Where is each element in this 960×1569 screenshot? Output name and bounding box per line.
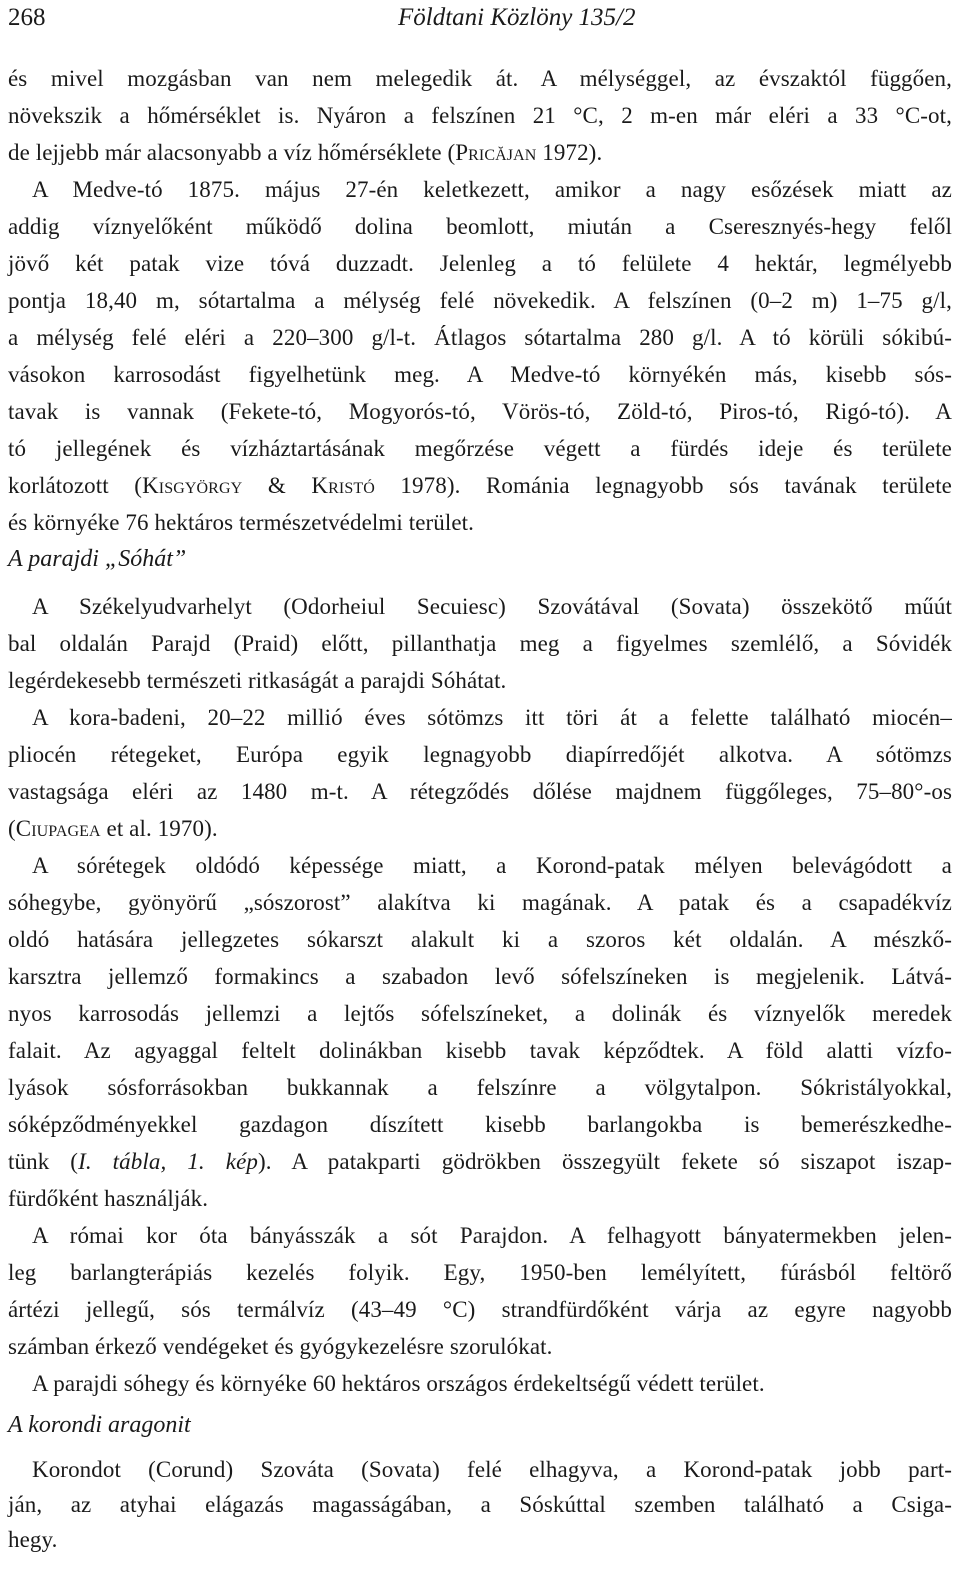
- text-line: A római kor óta bányásszák a sót Parajdon. A felhagyott bányatermekben jelen-: [32, 1223, 952, 1248]
- text-line: bal oldalán Parajd (Praid) előtt, pillanthatja meg a figyelmes szemlélő, a Sóvidék: [8, 631, 952, 656]
- text-line: növekszik a hőmérséklet is. Nyáron a felszínen 21 °C, 2 m-en már eléri a 33 °C-ot,: [8, 103, 952, 128]
- text-line: tó jellegének és vízháztartásának megőrzése végett a fürdés ideje és területe: [8, 436, 952, 461]
- text-line: lyások sósforrásokban bukkannak a felszínre a völgytalpon. Sókristályokkal,: [8, 1075, 952, 1100]
- text-line: Korondot (Corund) Szováta (Sovata) felé elhagyva, a Korond-patak jobb part-: [32, 1457, 952, 1482]
- text-span: 1978). Románia legnagyobb sós tavának területe: [374, 473, 952, 498]
- figure-reference: I. tábla, 1. kép: [78, 1149, 258, 1174]
- citation-year: 1972).: [542, 140, 603, 165]
- citation-author: Pricăjan: [455, 140, 537, 165]
- text-line: tavak is vannak (Fekete-tó, Mogyorós-tó, Vörös-tó, Zöld-tó, Piros-tó, Rigó-tó). A: [8, 399, 952, 424]
- text-line: sóhegybe, gyönyörű „sószorost” alakítva ki magának. A patak és a csapadékvíz: [8, 890, 952, 915]
- text-line: vásokon karrosodást figyelhetünk meg. A Medve-tó környékén más, kisebb sós-: [8, 362, 952, 387]
- text-span: ). A patakparti gödrökben összegyült fekete só siszapot iszap-: [258, 1149, 952, 1174]
- text-span: &: [242, 473, 312, 498]
- text-span: et al. 1970).: [100, 816, 218, 841]
- text-line: nyos karrosodás jellemzi a lejtős sófelszíneket, a dolinák és víznyelők meredek: [8, 1001, 952, 1026]
- text-line: [8, 138, 952, 168]
- text-line: a mélység felé eléri a 220–300 g/l-t. Átlagos sótartalma 280 g/l. A tó körüli sókibú-: [8, 325, 952, 350]
- text-span: (: [8, 816, 16, 841]
- text-line: [8, 814, 952, 844]
- text-line: A Medve-tó 1875. május 27-én keletkezett, amikor a nagy esőzések miatt az: [32, 177, 952, 202]
- text-line: karsztra jellemző formakincs a szabadon levő sófelszíneken is megjelenik. Látvá-: [8, 964, 952, 989]
- citation-author: Kristó: [311, 473, 375, 498]
- text-line: legérdekesebb természeti ritkaságát a parajdi Sóhátat.: [8, 668, 507, 693]
- text-line: A parajdi sóhegy és környéke 60 hektáros országos érdekeltségű védett terület.: [32, 1371, 765, 1396]
- section-heading-sohat: A parajdi „Sóhát”: [8, 546, 187, 572]
- citation-author: Ciupagea: [15, 816, 101, 841]
- text-line: ártézi jellegű, sós termálvíz (43–49 °C) strandfürdőként várja az egyre nagyobb: [8, 1297, 952, 1322]
- citation-author: Kisgyörgy: [142, 473, 243, 498]
- text-line: hegy.: [8, 1527, 58, 1552]
- page-number: 268: [8, 4, 46, 31]
- text-line: és mivel mozgásban van nem melegedik át. A mélységgel, az évszaktól függően,: [8, 66, 952, 91]
- text-line: fürdőként használják.: [8, 1186, 209, 1211]
- text-line: A sórétegek oldódó képessége miatt, a Korond-patak mélyen belevágódott a: [32, 853, 952, 878]
- text-line: és környéke 76 hektáros természetvédelmi terület.: [8, 510, 475, 535]
- text-span: tünk (: [8, 1149, 79, 1174]
- text-line: vastagsága eléri az 1480 m-t. A rétegződés dőlése majdnem függőleges, 75–80°-os: [8, 779, 952, 804]
- text-line: sóképződményekkel gazdagon díszített kisebb barlangokba is bemerészkedhe-: [8, 1112, 952, 1137]
- text-line: ján, az atyhai elágazás magasságában, a Sóskúttal szemben található a Csiga-: [8, 1492, 952, 1517]
- text-line: pontja 18,40 m, sótartalma a mélység felé növekedik. A felszínen (0–2 m) 1–75 g/l,: [8, 288, 952, 313]
- section-heading-aragonit: A korondi aragonit: [8, 1412, 191, 1438]
- text-line: addig víznyelőként működő dolina beomlott, miután a Cseresznyés-hegy felől: [8, 214, 952, 239]
- running-title: Földtani Közlöny 135/2: [398, 4, 636, 31]
- text-line: A Székelyudvarhelyt (Odorheiul Secuiesc) Szovátával (Sovata) összekötő műút: [32, 594, 952, 619]
- text-line: számban érkező vendégeket és gyógykezelésre szorulókat.: [8, 1334, 553, 1359]
- text-span: korlátozott (: [8, 473, 143, 498]
- text-line: falait. Az agyaggal feltelt dolinákban kisebb tavak képződtek. A föld alatti vízfo-: [8, 1038, 952, 1063]
- text-line: pliocén rétegeket, Európa egyik legnagyobb diapírredőjét alkotva. A sótömzs: [8, 742, 952, 767]
- text-line: A kora-badeni, 20–22 millió éves sótömzs itt töri át a felette található miocén–: [32, 705, 952, 730]
- page-header: [8, 4, 948, 40]
- text-line: [8, 471, 952, 501]
- text-line: [8, 1147, 952, 1177]
- text-line: oldó hatására jellegzetes sókarszt alakult ki a szoros két oldalán. A mészkő-: [8, 927, 952, 952]
- text-span: de lejjebb már alacsonyabb a víz hőmérséklete (: [8, 140, 456, 165]
- text-line: leg barlangterápiás kezelés folyik. Egy, 1950-ben lemélyített, fúrásból feltörő: [8, 1260, 952, 1285]
- text-line: jövő két patak vize tóvá duzzadt. Jelenleg a tó felülete 4 hektár, legmélyebb: [8, 251, 952, 276]
